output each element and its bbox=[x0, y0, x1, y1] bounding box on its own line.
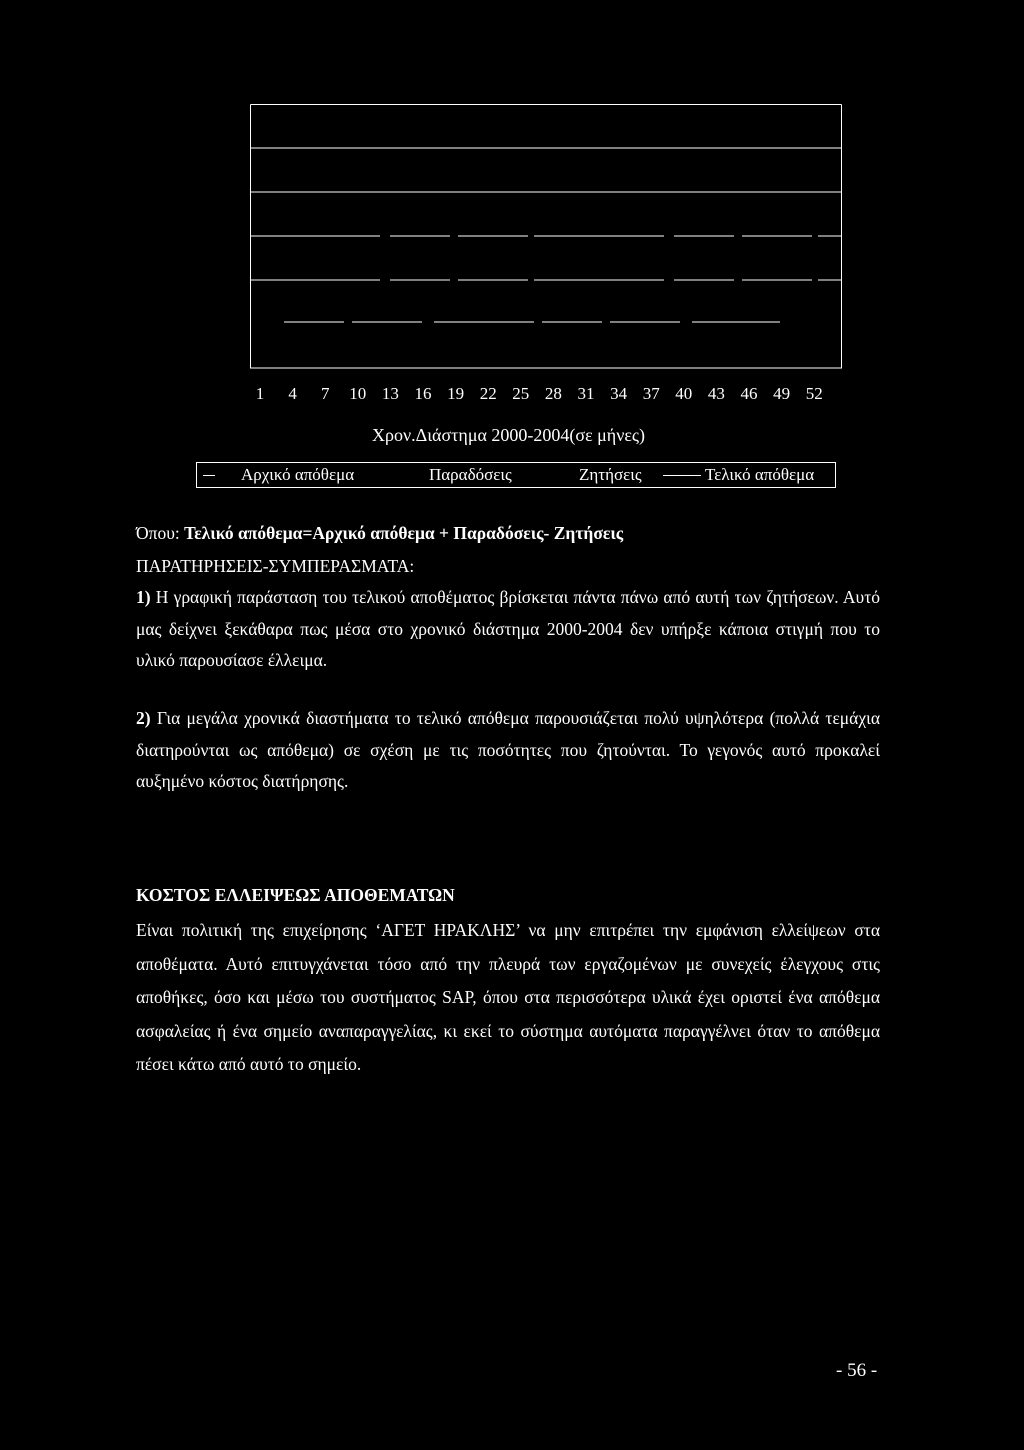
section-title: ΚΟΣΤΟΣ ΕΛΛΕΙΨΕΩΣ ΑΠΟΘΕΜΑΤΩΝ bbox=[136, 885, 455, 905]
formula-line bbox=[136, 518, 880, 550]
paragraph-2 bbox=[136, 703, 880, 798]
chart-plot-area bbox=[250, 104, 842, 372]
chart-svg bbox=[250, 104, 842, 372]
formula-text: Τελικό απόθεμα=Αρχικό απόθεμα + Παραδόσεις- Ζητήσεις bbox=[184, 523, 624, 543]
x-tick-label: 49 bbox=[773, 384, 791, 403]
x-tick-label: 37 bbox=[642, 384, 660, 403]
x-tick-label: 4 bbox=[288, 384, 297, 403]
paragraph-1-text: Η γραφική παράσταση του τελικού αποθέματος βρίσκεται πάντα πάνω από αυτή των ζητήσεων. Αυτό μας δείχνει ξεκάθαρα πως μέσα στο χρονικό διάστημα 2000-2004 δεν υπήρξε κάποια στιγμή που το υλικό παρουσίασε έλλειμα. bbox=[136, 587, 880, 670]
legend-line-initial bbox=[203, 475, 215, 476]
legend-item-initial: Αρχικό απόθεμα bbox=[241, 465, 355, 484]
page-number: - 56 - bbox=[836, 1360, 878, 1381]
legend-line-final bbox=[663, 475, 701, 476]
x-tick-label: 16 bbox=[414, 384, 432, 403]
x-tick-label: 22 bbox=[479, 384, 497, 403]
paragraph-2-text: Για μεγάλα χρονικά διαστήματα το τελικό απόθεμα παρουσιάζεται πολύ υψηλότερα (πολλά τεμάχια διατηρούνται ως απόθεμα) σε σχέση με τις ποσότητες που ζητούνται. Το γεγονός αυτό προκαλεί αυξημένο κόστος διατήρησης. bbox=[136, 708, 880, 791]
x-tick-label: 43 bbox=[707, 384, 725, 403]
paragraph-2-number: 2) bbox=[136, 708, 151, 728]
x-tick-label: 34 bbox=[610, 384, 628, 403]
x-tick-label: 31 bbox=[577, 384, 595, 403]
x-tick-label: 25 bbox=[512, 384, 530, 403]
x-tick-label: 46 bbox=[740, 384, 758, 403]
legend-item-final: Τελικό απόθεμα bbox=[705, 465, 815, 484]
x-tick-label: 1 bbox=[255, 384, 265, 403]
paragraph-1-number: 1) bbox=[136, 587, 151, 607]
x-tick-label: 7 bbox=[320, 384, 330, 403]
legend-item-demands: Ζητήσεις bbox=[579, 465, 642, 484]
x-tick-label: 13 bbox=[381, 384, 399, 403]
formula-prefix: Όπου: bbox=[136, 523, 185, 543]
x-axis-label: Χρον.Διάστημα 2000-2004(σε μήνες) bbox=[372, 425, 646, 445]
legend-item-deliveries: Παραδόσεις bbox=[429, 465, 512, 484]
x-axis-ticks bbox=[250, 384, 830, 408]
paragraph-1 bbox=[136, 582, 880, 677]
x-tick-label: 28 bbox=[544, 384, 562, 403]
x-tick-label: 40 bbox=[675, 384, 693, 403]
x-tick-label: 10 bbox=[349, 384, 367, 403]
chart-legend bbox=[196, 462, 836, 488]
notes-title: ΠΑΡΑΤΗΡΗΣΕΙΣ-ΣΥΜΠΕΡΑΣΜΑΤΑ: bbox=[136, 556, 415, 576]
x-tick-label: 52 bbox=[805, 384, 823, 403]
x-tick-label: 19 bbox=[447, 384, 465, 403]
section-body: Είναι πολιτική της επιχείρησης ‘ΑΓΕΤ ΗΡΑΚΛΗΣ’ να μην επιτρέπει την εμφάνιση ελλείψεων στα αποθέματα. Αυτό επιτυγχάνεται τόσο από την πλευρά των εργαζομένων με συνεχείς έλεγχους στις αποθήκες, όσο και μέσω του συστήματος SAP, όπου στα περισσότερα υλικά έχει οριστεί ένα απόθεμα ασφαλείας ή ένα σημείο αναπαραγγελίας, κι εκεί το σύστημα αυτόματα παραγγέλνει όταν το απόθεμα πέσει κάτω από αυτό το σημείο. bbox=[136, 920, 880, 1074]
